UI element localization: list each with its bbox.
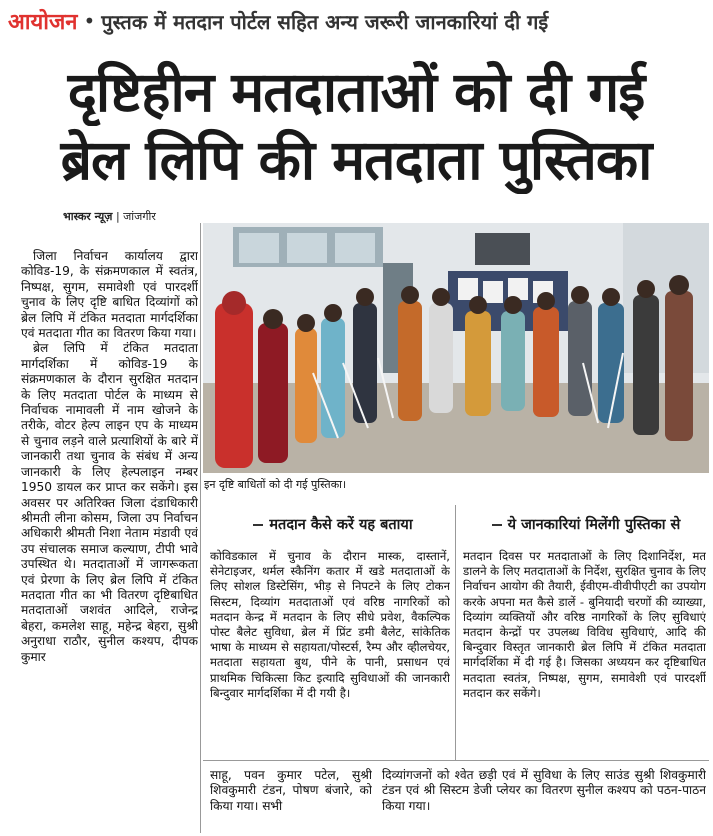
- byline: [63, 209, 156, 224]
- bottom-text-right: दिव्यांगजनों को श्वेत छड़ी एवं में सुविधा के लिए साउंड सुश्री शिवकुमारी टंडन एवं श्री सिस्टम डेजी प्लेयर का वितरण सुनील कश्यप को पठन-पाठन किया गया।: [382, 768, 706, 813]
- section-rule: [203, 760, 709, 761]
- byline-separator: |: [115, 210, 124, 223]
- section-right-title: [462, 514, 704, 534]
- left-para-2: ब्रेल लिपि में टंकित मतदाता मार्गदर्शिका में कोविड-19 के संक्रमणकाल के दौरान सुरक्षित मतदान के लिए मतदाता पोर्टल के माध्यम से निर्वाचक नामावली में नाम खोजने के तरीके, वोटर हेल्प लाइन एप के माध्यम से चुनाव लड़ने वाले प्रत्याशियों के बारे में जानकारी तथा चुनाव के संबंध में अन्य जानकारी के लिए हेल्पलाइन नम्बर 1950 डायल कर प्राप्त कर सकेंगे। इस अवसर पर अतिरिक्त जिला दंडाधिकारी श्रीमती लीना कोसम, जिला उप निर्वाचन अधिकारी श्रीमती निशा नेताम मंडावी एवं उप संचालक समाज कल्याण, टीपी भावे उपस्थित थे। मतदाताओं में जागरूकता एवं प्रेरणा के लिए ब्रेल लिपि में टंकित मतदाता गीत का भी वितरण दृष्टिबाधित मतदाताओं जशवंत आदिले, राजेन्द्र बेहरा, कमलेश साहू, महेन्द्र बेहरा, सुश्री अनुराधा राठौर, सुनील कश्यप, दीपक कुमार: [21, 341, 198, 664]
- bullet-icon: •: [83, 9, 96, 33]
- section-right-title-text: ये जानकारियां मिलेंगी पुस्तिका से: [507, 517, 681, 533]
- photo-illustration: [203, 223, 709, 473]
- kicker: आयोजन: [8, 10, 78, 35]
- bottom-text-mid: साहू, पवन कुमार पटेल, सुश्री शिवकुमारी टंडन, पोषण बंजारे, को किया गया। सभी: [210, 768, 372, 813]
- column-rule: [200, 223, 201, 833]
- topline: [8, 4, 705, 38]
- section-right-body: मतदान दिवस पर मतदाताओं के लिए दिशानिर्देश, मत डालने के लिए मतदाताओं के निर्देश, सुरक्षित चुनाव के लिए निर्वाचन आयोग की तैयारी, ईवीएम-वीवीपीएटी का उपयोग करके अपना मत कैसे डालें - बुनियादी चरणों की व्याख्या, दिव्यांग व्यक्तियों और वरिष्ठ नागरिकों के लिए सुविधाएं मतदान केन्द्रों पर उपलब्ध विविध सुविधाएं, आदि की बिन्दुवार विस्तृत जानकारी ब्रेल लिपि में टंकित मतदाता मार्गदर्शिका में दी गई है। जिसका अध्ययन कर दृष्टिबाधित मतदाता स्वतंत्र, निष्पक्ष, सुगम, समावेशी एवं पारदर्शी मतदान कर सकेंगे।: [463, 549, 706, 700]
- ornament-icon: [253, 524, 263, 526]
- headline-line2: ब्रेल लिपि की मतदाता पुस्तिका: [60, 128, 652, 192]
- left-column: [21, 249, 198, 833]
- ornament-icon: [492, 524, 502, 526]
- section-mid-title-text: मतदान कैसे करें यह बताया: [269, 517, 413, 533]
- byline-source: भास्कर न्यूज़: [63, 210, 113, 223]
- byline-place: जांजगीर: [123, 210, 156, 223]
- column-rule: [455, 505, 456, 760]
- event-photo: [203, 223, 709, 473]
- left-para-1: जिला निर्वाचन कार्यालय द्वारा कोविड-19, के संक्रमणकाल में स्वतंत्र, निष्पक्ष, सुगम, समावेशी एवं पारदर्शी चुनाव के लिए दृष्टि बाधित दिव्यांगों को ब्रेल लिपि में टंकित मतदाता मार्गदर्शिका एवं मतदाता गीत का वितरण किया गया।: [21, 249, 198, 341]
- section-mid-title: [210, 514, 450, 534]
- subheadline: पुस्तक में मतदान पोर्टल सहित अन्य जरूरी जानकारियां दी गई: [101, 9, 549, 34]
- headline-line1: दृष्टिहीन मतदाताओं को दी गई: [67, 60, 645, 124]
- section-mid-body: कोविडकाल में चुनाव के दौरान मास्क, दास्तानें, सेनेटाइजर, थर्मल स्कैनिंग कतार में खडे मतदाताओं के लिए सोशल डिस्टेसिंग, भीड़ से निपटने के लिए टोकन सिस्टम, दिव्यांग मतदाताओं एवं वरिष्ठ नागरिकों को मतदान केन्द्र में मतदान के लिए सीधे प्रवेश, वैकल्पिक पोस्ट बैलेट सुविधा, ब्रेल में प्रिंट डमी बैलेट, सांकेतिक भाषा के माध्यम से सहायता/पोस्टर्स, रैम्प और व्हीलचेयर, मतदाता सहायता बुथ, पीने के पानी, प्रसाधन एवं प्राथमिक चिकित्सा किट इत्यादि सुविधाओं की जानकारी बिन्दुवार मार्गदर्शिका में दी गयी है।: [210, 549, 450, 700]
- photo-caption: इन दृष्टि बाधितों को दी गई पुस्तिका।: [204, 478, 347, 491]
